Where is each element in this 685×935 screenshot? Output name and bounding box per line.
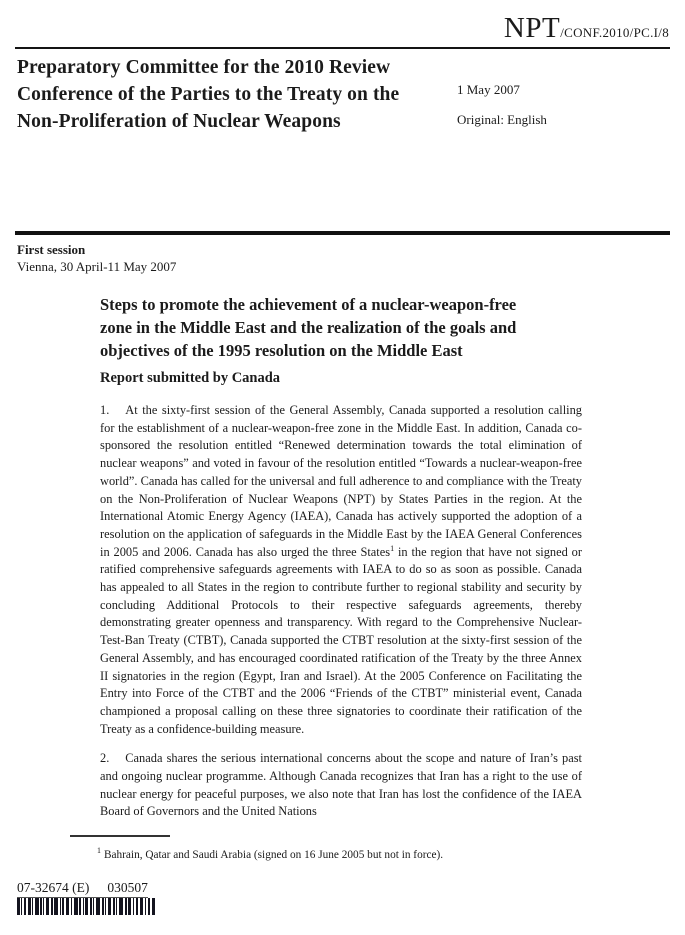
report-subtitle: Report submitted by Canada: [100, 370, 281, 386]
paragraph-2-number: 2.: [100, 751, 110, 766]
paragraph-1-number: 1.: [100, 403, 110, 417]
report-title-line-1: Steps to promote the achievement of a nuclear-weapon-free: [100, 295, 517, 314]
committee-title-line-2: Conference of the Parties to the Treaty on the: [17, 84, 400, 105]
paragraph-2: [100, 750, 582, 821]
committee-title-line-1: Preparatory Committee for the 2010 Review: [17, 57, 391, 78]
header-rule-thin: [15, 47, 670, 49]
barcode: [17, 898, 157, 915]
report-title-line-2: zone in the Middle East and the realization of the goals and: [100, 318, 517, 337]
report-title: [100, 293, 582, 362]
session-name: First session: [17, 242, 86, 257]
paragraph-1-text-b: in the region that have not signed or ratified comprehensive safeguards agreements with IAEA to do so as soon as possible. Canada has appealed to all States in the region to contribute further to regional stability and security by concluding Additional Protocols to their respective safeguards agreements, thereby demonstrating greater openness and transparency. With regard to the Comprehensive Nuclear-Test-Ban Treaty (CTBT), Canada supported the CTBT resolution at the sixty-first session of the General Assembly, and has encouraged coordinated ratification of the Treaty by the three Annex II signatories in the region (Egypt, Iran and Israel). At the 2005 Conference on Facilitating the Entry into Force of the CTBT and the 2006 “Friends of the CTBT” ministerial event, Canada championed a proposal calling on these three signatories to coordinate their ratification of the Treaty as a confidence-building measure.: [100, 544, 583, 736]
paragraph-1-text-a: At the sixty-first session of the General Assembly, Canada supported a resolution calling for the establishment of a nuclear-weapon-free zone in the Middle East. In addition, Canada co-sponsored the resolution entitled “Renewed determination towards the total elimination of nuclear weapons” and voted in favour of the resolution entitled “Towards a nuclear-weapon-free world”. Canada has called for the universal and full adherence to and compliance with the Treaty on the Non-Proliferation of Nuclear Weapons (NPT) by States Parties in the region. At the International Atomic Energy Agency (IAEA), Canada has actively supported the adoption of a resolution on the application of safeguards in the Middle East by the IAEA General Conferences in 2005 and 2006. Canada has also urged the three States: [100, 403, 582, 559]
report-body: [100, 402, 582, 833]
session-venue: Vienna, 30 April-11 May 2007: [17, 259, 177, 274]
document-date: 1 May 2007: [457, 82, 520, 97]
print-code: [17, 880, 148, 898]
print-code-number: 07-32674 (E): [17, 880, 90, 895]
paragraph-1: [100, 402, 582, 738]
header-rule-thick: [15, 231, 670, 235]
document-symbol-suffix: /CONF.2010/PC.I/8: [560, 25, 669, 40]
original-language: Original: English: [457, 112, 547, 127]
footnote-reference: 1: [390, 543, 395, 553]
footnote-separator: [70, 835, 170, 837]
session-block: [17, 241, 176, 275]
report-title-line-3: objectives of the 1995 resolution on the Middle East: [100, 341, 463, 360]
committee-title-line-3: Non-Proliferation of Nuclear Weapons: [17, 111, 341, 132]
footnote-text: Bahrain, Qatar and Saudi Arabia (signed on 16 June 2005 but not in force).: [103, 848, 444, 861]
paragraph-2-text: Canada shares the serious international concerns about the scope and nature of Iran’s past and ongoing nuclear programme. Although Canada recognizes that Iran has a right to the use of nuclear energy for peaceful purposes, we also note that Iran has lost the confidence of the IAEA Board of Governors and the United Nations: [100, 751, 582, 819]
committee-title: [17, 54, 457, 135]
footnote-marker: 1: [97, 846, 101, 855]
print-code-date: 030507: [107, 880, 148, 895]
document-symbol-main: NPT: [503, 12, 561, 44]
footnote: [97, 843, 537, 863]
document-symbol: [504, 12, 669, 45]
